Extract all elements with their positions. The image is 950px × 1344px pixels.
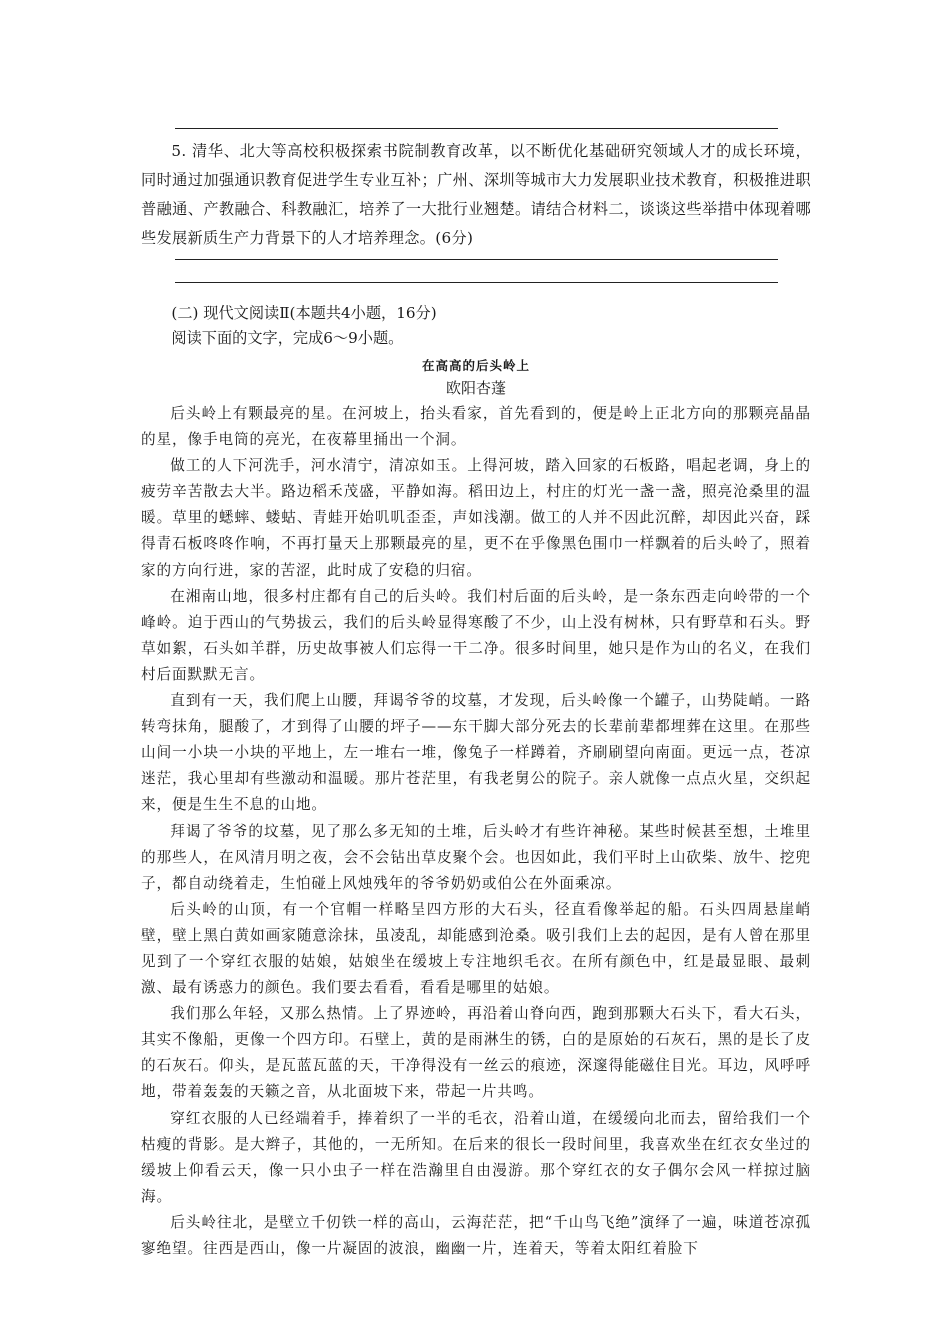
section-heading: (二) 现代文阅读Ⅱ(本题共4小题，16分) — [171, 304, 437, 322]
answer-line — [175, 128, 778, 129]
paragraph: 做工的人下河洗手，河水清宁，清凉如玉。上得河坡，踏入回家的石板路，唱起老调，身上的疲劳辛苦散去大半。路边稻禾茂盛，平静如海。稻田边上，村庄的灯光一盏一盏，照亮沧桑里的温暖。草里的蟋蟀、蝼蛄、青蛙开始叽叽歪歪，声如浅潮。做工的人并不因此沉醉，却因此兴奋，踩得青石板咚咚作响，不再打量天上那颗最亮的星，更不在乎像黑色围巾一样飘着的后头岭了，照着家的方向行进，家的苦涩，此时成了安稳的归宿。 — [141, 457, 811, 579]
instruction: 阅读下面的文字，完成6～9小题。 — [171, 329, 404, 347]
paragraph: 穿红衣服的人已经端着手，捧着织了一半的毛衣，沿着山道，在缓缓向北而去，留给我们一个枯瘦的背影。是大辫子，其他的，一无所知。在后来的很长一段时间里，我喜欢坐在红衣女坐过的缓坡上仰看云天，像一只小虫子一样在浩瀚里自由漫游。那个穿红衣的女子偶尔会风一样掠过脑海。 — [141, 1109, 811, 1205]
paragraph: 后头岭往北，是壁立千仞铁一样的高山，云海茫茫，把“千山鸟飞绝”演绎了一遍，味道苍凉孤寥绝望。往西是西山，像一片凝固的波浪，幽幽一片，连着天，等着太阳红着脸下 — [141, 1213, 811, 1257]
paragraph: 我们那么年轻，又那么热情。上了界迹岭，再沿着山脊向西，跑到那颗大石头下，看大石头，其实不像船，更像一个四方印。石壁上，黄的是雨淋生的锈，白的是原始的石灰石，黑的是长了皮的石灰石。仰头，是瓦蓝瓦蓝的天，干净得没有一丝云的痕迹，深邃得能磁住目光。耳边，风呼呼地，带着轰轰的天籁之音，从北面坡下来，带起一片共鸣。 — [141, 1005, 811, 1101]
question-5: 5. 清华、北大等高校积极探索书院制教育改革，以不断优化基础研究领域人才的成长环境，同时通过加强通识教育促进学生专业互补；广州、深圳等城市大力发展职业技术教育，积极推进职普融通、产教融合、科教融汇，培养了一大批行业翘楚。请结合材料二，谈谈这些举措中体现着哪些发展新质生产力背景下的人才培养理念。(6分) — [141, 142, 811, 247]
paragraph: 直到有一天，我们爬上山腰，拜谒爷爷的坟墓，才发现，后头岭像一个罐子，山势陡峭。一路转弯抹角，腿酸了，才到得了山腰的坪子——东干脚大部分死去的长辈前辈都埋葬在这里。在那些山间一小块一小块的平地上，左一堆右一堆，像兔子一样蹲着，齐刷刷望向南面。更远一点，苍凉迷茫，我心里却有些激动和温暖。那片苍茫里，有我老舅公的院子。亲人就像一点点火星，交织起来，便是生生不息的山地。 — [141, 692, 811, 814]
answer-line — [175, 259, 778, 260]
article-title: 在高高的后头岭上 — [421, 358, 530, 373]
paragraph: 后头岭的山顶，有一个官帽一样略呈四方形的大石头，径直看像举起的船。石头四周悬崖峭壁，壁上黑白黄如画家随意涂抹，虽凌乱，却能感到沧桑。吸引我们上去的起因，是有人曾在那里见到了一个穿红衣服的姑娘，姑娘坐在缓坡上专注地织毛衣。在所有颜色中，红是最显眼、最刺激、最有诱惑力的颜色。我们要去看看，看看是哪里的姑娘。 — [141, 900, 811, 997]
article-author: 欧阳杏蓬 — [445, 379, 506, 397]
paragraph: 后头岭上有颗最亮的星。在河坡上，抬头看家，首先看到的，便是岭上正北方向的那颗亮晶晶的星，像手电筒的亮光，在夜幕里捅出一个洞。 — [141, 405, 811, 449]
page — [141, 128, 811, 1262]
paragraph: 在湘南山地，很多村庄都有自己的后头岭。我们村后面的后头岭，是一条东西走向岭带的一个峰岭。迫于西山的气势拔云，我们的后头岭显得寒酸了不少，山上没有树林，只有野草和石头。野草如絮，石头如羊群，历史故事被人们忘得一干二净。很多时间里，她只是作为山的名义，在我们村后面默默无言。 — [141, 587, 811, 683]
paragraph: 拜谒了爷爷的坟墓，见了那么多无知的土堆，后头岭才有些许神秘。某些时候甚至想，土堆里的那些人，在风清月明之夜，会不会钻出草皮聚个会。也因如此，我们平时上山砍柴、放牛、挖兜子，都自动绕着走，生怕碰上风烛残年的爷爷奶奶或伯公在外面乘凉。 — [141, 822, 811, 892]
